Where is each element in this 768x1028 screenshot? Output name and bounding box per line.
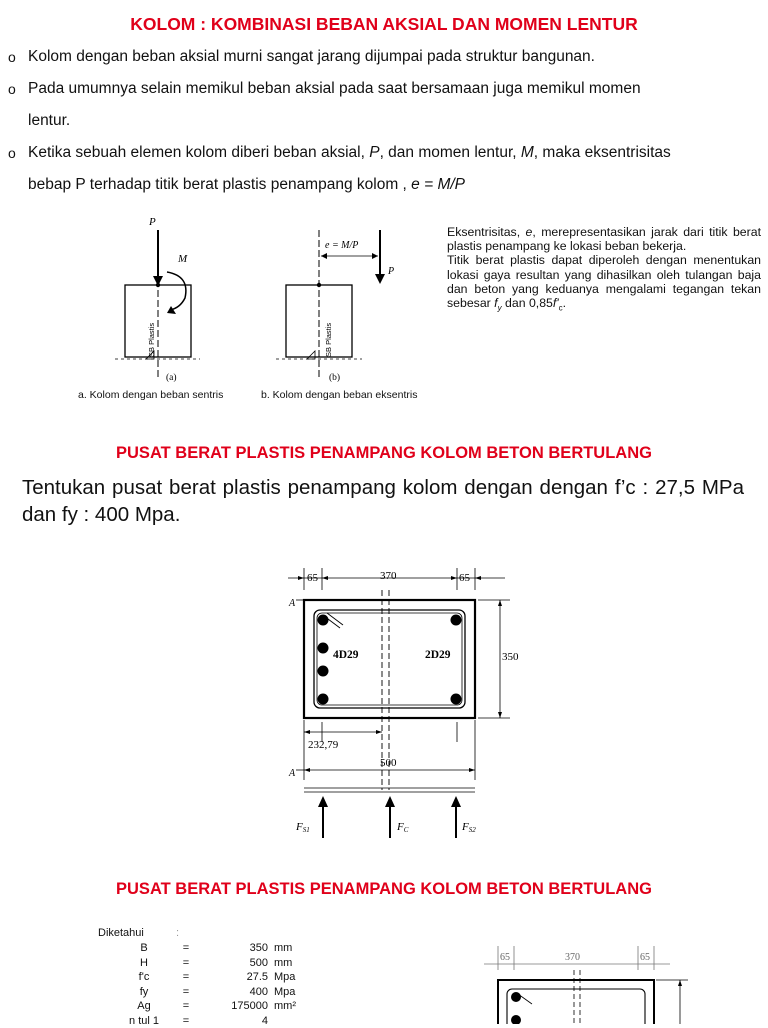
rebar (451, 615, 462, 626)
bullet-mark: o (8, 144, 16, 162)
dim-65-right: 65 (640, 952, 650, 963)
section-title: PUSAT BERAT PLASTIS PENAMPANG KOLOM BETON BERTULANG (0, 444, 768, 463)
side-paragraph-2: Titik berat plastis dapat diperoleh dengan menentukan lokasi gaya resultan yang dihasilkan oleh tulangan baja dan beton yang keduanya mengalami tegangan tekan sebesar $f_y$ dan $0,85f'_c$. (447, 253, 761, 315)
known-heading: Diketahui : (98, 927, 144, 939)
eccentricity-label: e = M/P (325, 240, 358, 251)
bars-right-label: 2D29 (425, 649, 451, 661)
column-a-diagram (115, 216, 200, 383)
dim-65-left: 65 (307, 572, 319, 584)
dim-370: 370 (380, 570, 397, 582)
rebar (511, 992, 521, 1002)
problem-statement: Tentukan pusat berat plastis penampang kolom dengan dengan f’c : 27,5 MPa dan fy : 400 Mpa. (22, 474, 744, 528)
column-load-figure (70, 210, 440, 410)
bullet-text: Kolom dengan beban aksial murni sangat jarang dijumpai pada struktur bangunan. (28, 48, 595, 66)
eccentricity-description (447, 225, 761, 316)
column-b-diagram (276, 230, 394, 383)
section-outline (498, 980, 654, 1024)
table-row: fy = 400 Mpa (118, 985, 296, 1000)
force-fs1: FS1 (295, 821, 310, 834)
rebar (511, 1015, 521, 1024)
rebar (318, 694, 329, 705)
dim-500: 500 (380, 757, 397, 769)
table-row: H = 500 mm (118, 956, 296, 971)
label-a: (a) (166, 372, 177, 383)
load-p-label: P (387, 266, 394, 277)
load-p-label: P (148, 216, 156, 228)
bullet-mark: o (8, 80, 16, 98)
dim-65-right: 65 (459, 572, 471, 584)
rebar (318, 666, 329, 677)
dim-65-left: 65 (500, 952, 510, 963)
table-row: f'c = 27.5 Mpa (118, 970, 296, 985)
rebar (318, 643, 329, 654)
section-title-2: PUSAT BERAT PLASTIS PENAMPANG KOLOM BETON BERTULANG (0, 880, 768, 899)
dim-232-79: 232,79 (308, 739, 339, 751)
dim-350: 350 (502, 651, 519, 663)
section-a-top: A (288, 598, 296, 609)
dim-370: 370 (565, 952, 580, 963)
bullet-text-line1: Pada umumnya selain memikul beban aksial pada saat bersamaan juga memikul momen (28, 80, 762, 98)
label-b: (b) (329, 372, 340, 383)
bullet-text-line2: lentur. (28, 112, 70, 130)
sb-plastis-label: SB Plastis (147, 323, 156, 357)
known-values-table (118, 941, 296, 1028)
side-paragraph-1: Eksentrisitas, e, merepresentasikan jarak dari titik berat plastis penampang ke lokasi beban bekerja. (447, 225, 761, 253)
bullet-text-line1: Ketika sebuah elemen kolom diberi beban aksial, P, dan momen lentur, M, maka eksentrisitas (28, 144, 762, 162)
bullet-text-line2: bebap P terhadap titik berat plastis penampang kolom , e = M/P (28, 176, 465, 194)
force-fc: FC (396, 821, 409, 834)
table-row: n tul 1 = 4 (118, 1014, 296, 1028)
bullet-mark: o (8, 48, 16, 66)
rebar (318, 615, 329, 626)
table-row: B = 350 mm (118, 941, 296, 956)
caption-a: a. Kolom dengan beban sentris (78, 389, 223, 401)
column-cross-section (270, 560, 540, 850)
table-row: Ag = 175000 mm² (118, 999, 296, 1014)
section-a-bottom: A (288, 768, 296, 779)
moment-m-label: M (177, 253, 188, 265)
small-cross-section (470, 940, 710, 1024)
rebar (451, 694, 462, 705)
sb-plastis-label: SB Plastis (324, 323, 333, 357)
force-fs2: FS2 (461, 821, 476, 834)
page-title: KOLOM : KOMBINASI BEBAN AKSIAL DAN MOMEN LENTUR (0, 14, 768, 35)
caption-b: b. Kolom dengan beban eksentris (261, 389, 417, 401)
bars-left-label: 4D29 (333, 649, 359, 661)
